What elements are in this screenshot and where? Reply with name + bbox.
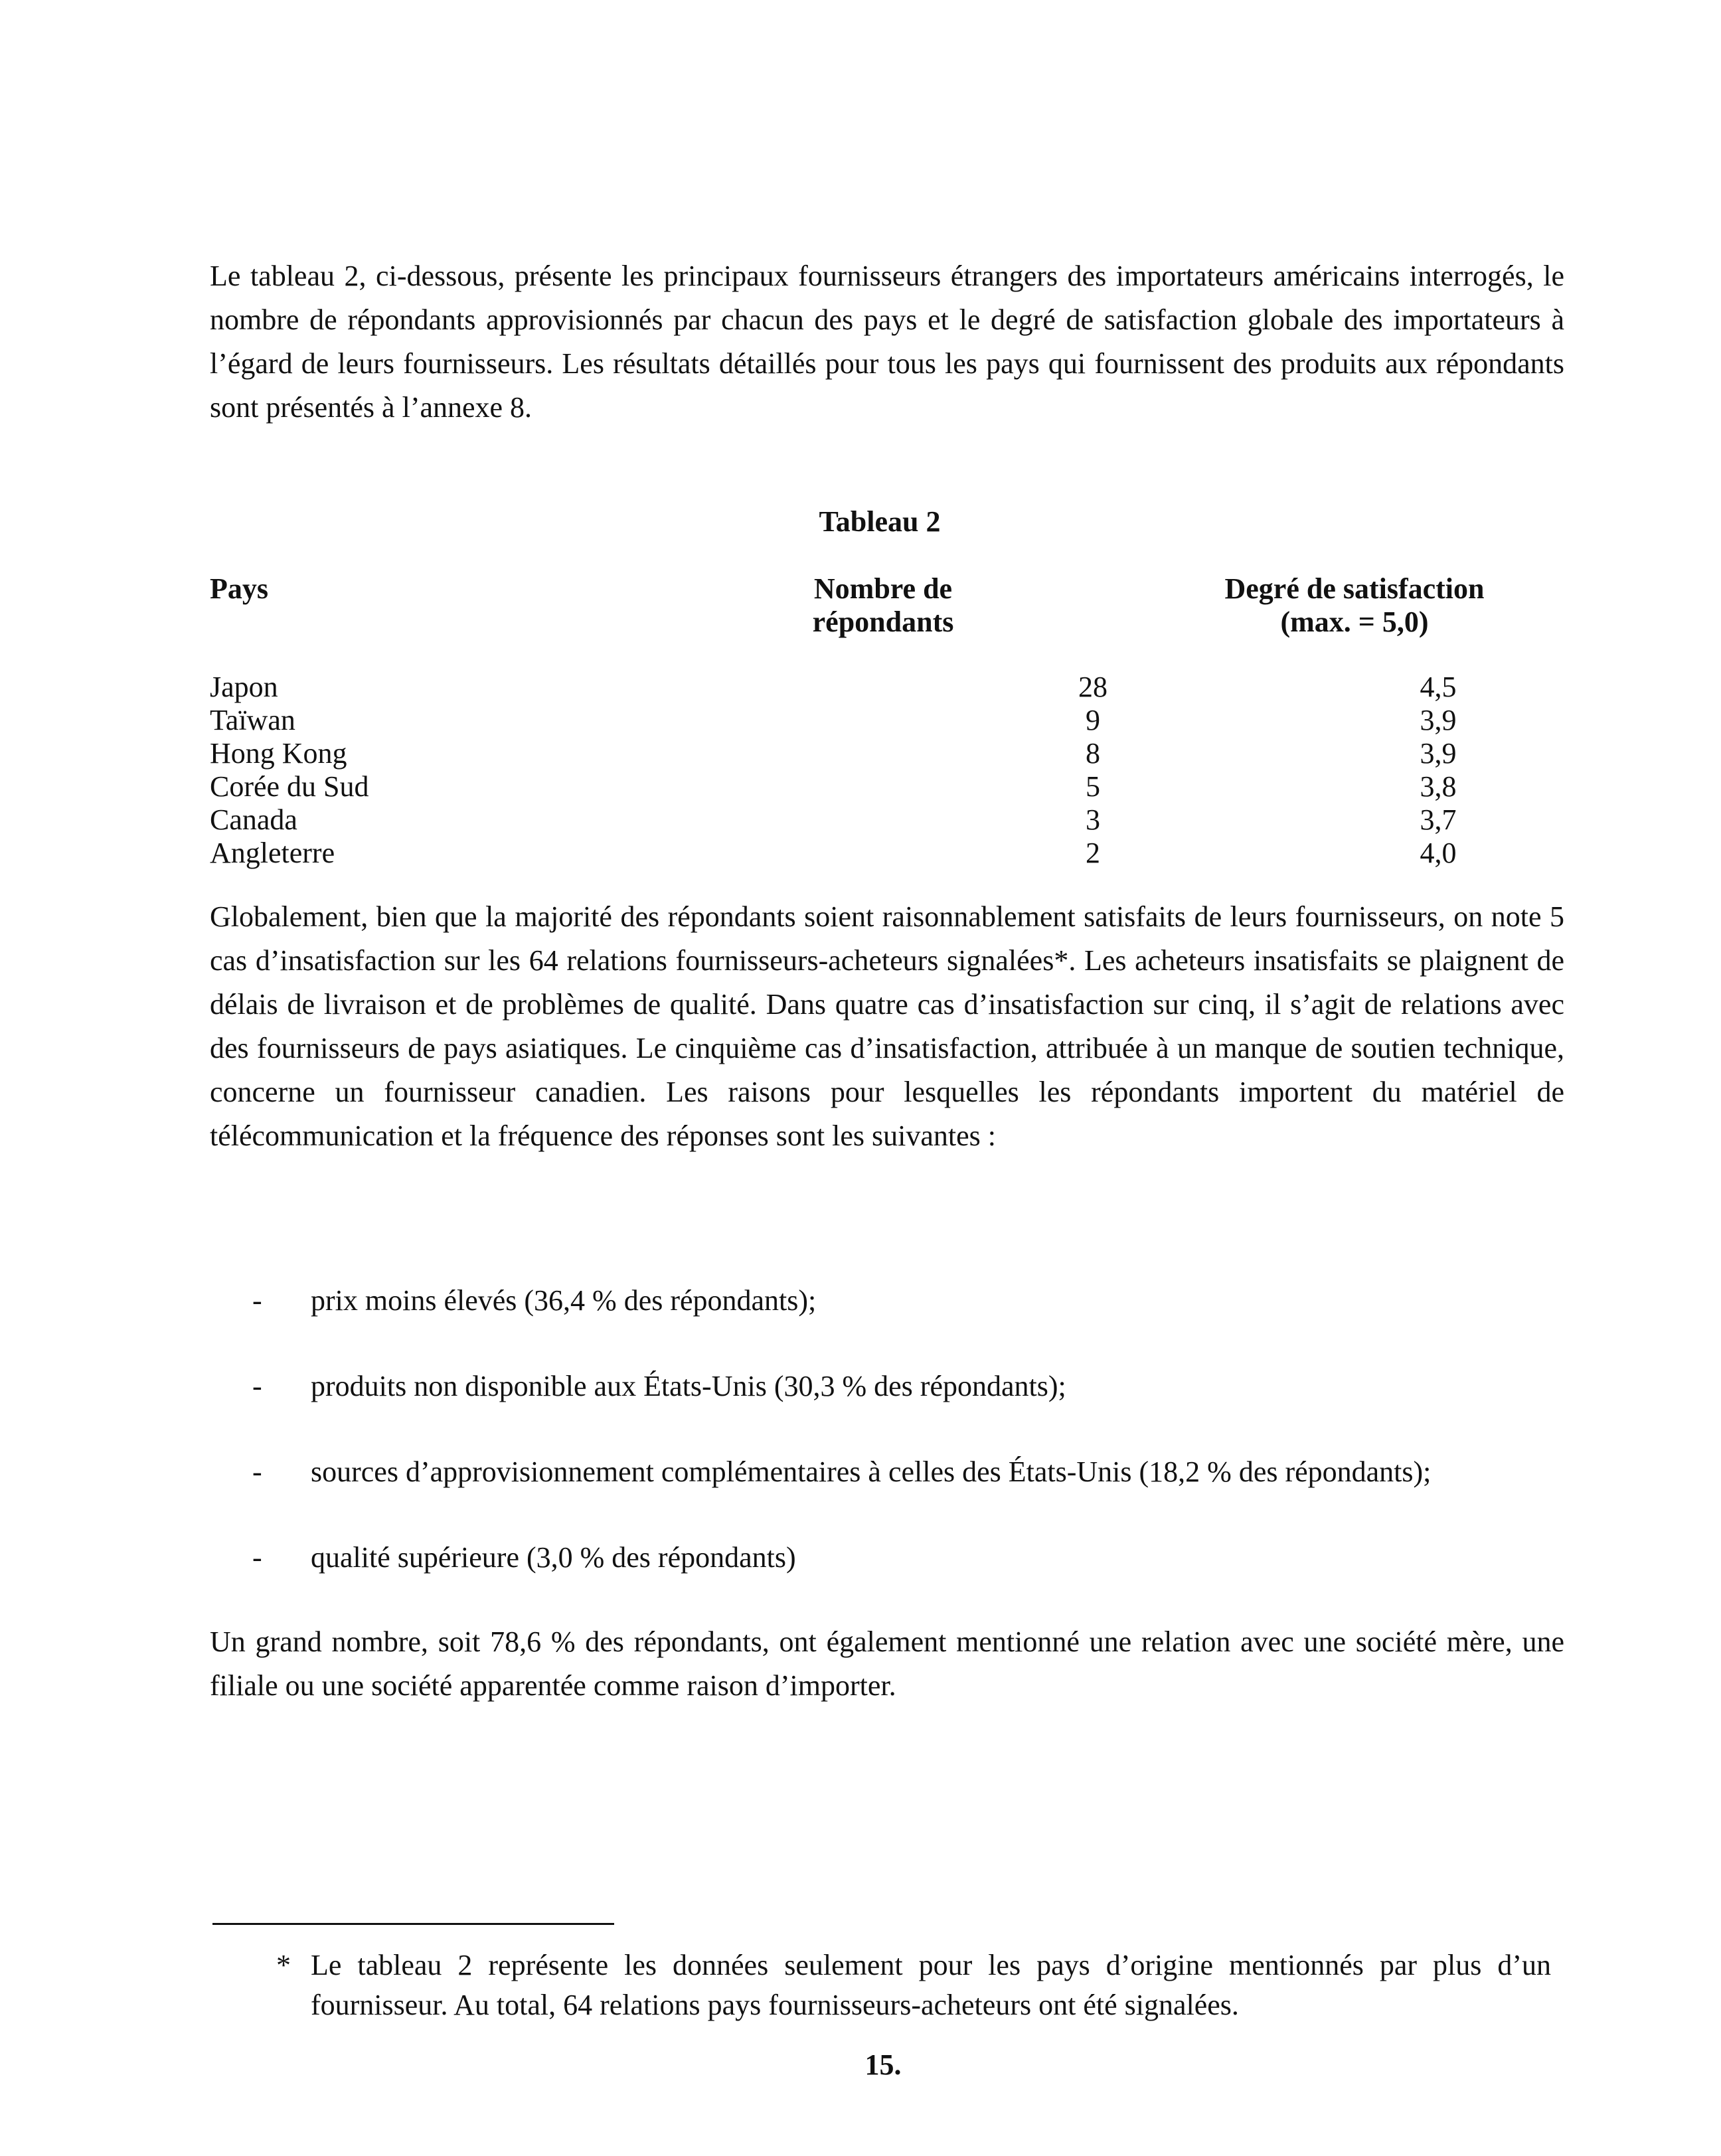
country-cell: Taïwan [210, 704, 295, 736]
respondents-cell: 2 [1086, 837, 1100, 869]
table-row [210, 770, 1538, 803]
reasons-list [210, 1279, 1604, 1621]
satisfaction-cell: 3,8 [1420, 770, 1457, 803]
table-row [210, 671, 1538, 704]
supplier-table [210, 671, 1538, 870]
list-item [210, 1365, 1604, 1450]
respondents-cell: 28 [1078, 671, 1107, 703]
list-item [210, 1279, 1604, 1365]
satisfaction-cell: 4,0 [1420, 837, 1457, 869]
country-cell: Angleterre [210, 837, 335, 869]
column-header-respondents: Nombre de répondants [812, 572, 954, 638]
list-item-text: qualité supérieure (3,0 % des répondants) [311, 1541, 796, 1574]
intro-paragraph: Le tableau 2, ci-dessous, présente les principaux fournisseurs étrangers des importateurs américains interrogés, le nombre de répondants approvisionnés par chacun des pays et le degré de satisfaction globale des importateurs à l’égard de leurs fournisseurs. Les résultats détaillés pour tous les pays qui fournissent des produits aux répondants sont présentés à l’annexe 8. [210, 260, 1564, 424]
bullet-dash: - [252, 1455, 262, 1488]
list-item-text: prix moins élevés (36,4 % des répondants); [311, 1284, 817, 1317]
table-row [210, 737, 1538, 770]
respondents-cell: 5 [1086, 770, 1100, 803]
satisfaction-cell: 3,9 [1420, 737, 1457, 770]
list-item [210, 1450, 1604, 1536]
country-cell: Japon [210, 671, 278, 703]
table-row [210, 837, 1538, 870]
table-row [210, 704, 1538, 737]
country-cell: Canada [210, 803, 297, 836]
footnote-text: Le tableau 2 représente les données seulement pour les pays d’origine mentionnés par plus d’un fournisseur. Au total, 64 relations pays fournisseurs-acheteurs ont été signalées. [311, 1949, 1551, 2021]
respondents-cell: 8 [1086, 737, 1100, 770]
country-cell: Corée du Sud [210, 770, 369, 803]
bullet-dash: - [252, 1541, 262, 1574]
table-row [210, 803, 1538, 837]
column-header-satisfaction: Degré de satisfaction (max. = 5,0) [1224, 572, 1485, 638]
bullet-dash: - [252, 1370, 262, 1402]
page-number: 15. [864, 2048, 902, 2081]
respondents-cell: 3 [1086, 803, 1100, 836]
satisfaction-cell: 4,5 [1420, 671, 1457, 703]
satisfaction-paragraph: Globalement, bien que la majorité des répondants soient raisonnablement satisfaits de leurs fournisseurs, on note 5 cas d’insatisfaction sur les 64 relations fournisseurs-acheteurs signalées*. Les acheteurs insatisfaits se plaignent de délais de livraison et de problèmes de qualité. Dans quatre cas d’insatisfaction sur cinq, il s’agit de relations avec des fournisseurs de pays asiatiques. Le cinquième cas d’insatisfaction, attribuée à un manque de soutien technique, concerne un fournisseur canadien. Les raisons pour lesquelles les répondants importent du matériel de télécommunication et la fréquence des réponses sont les suivantes : [210, 900, 1564, 1152]
footnote-marker: * [276, 1949, 291, 1981]
list-item-text: sources d’approvisionnement complémentaires à celles des États-Unis (18,2 % des répondants); [311, 1455, 1432, 1488]
closing-paragraph: Un grand nombre, soit 78,6 % des répondants, ont également mentionné une relation avec une société mère, une filiale ou une société apparentée comme raison d’importer. [210, 1625, 1564, 1702]
list-item-text: produits non disponible aux États-Unis (30,3 % des répondants); [311, 1370, 1066, 1402]
column-header-country: Pays [210, 572, 268, 605]
satisfaction-cell: 3,7 [1420, 803, 1457, 836]
country-cell: Hong Kong [210, 737, 347, 770]
table-title: Tableau 2 [819, 505, 941, 538]
list-item [210, 1536, 1604, 1621]
satisfaction-cell: 3,9 [1420, 704, 1457, 736]
bullet-dash: - [252, 1284, 262, 1317]
footnote-divider [212, 1923, 614, 1925]
respondents-cell: 9 [1086, 704, 1100, 736]
